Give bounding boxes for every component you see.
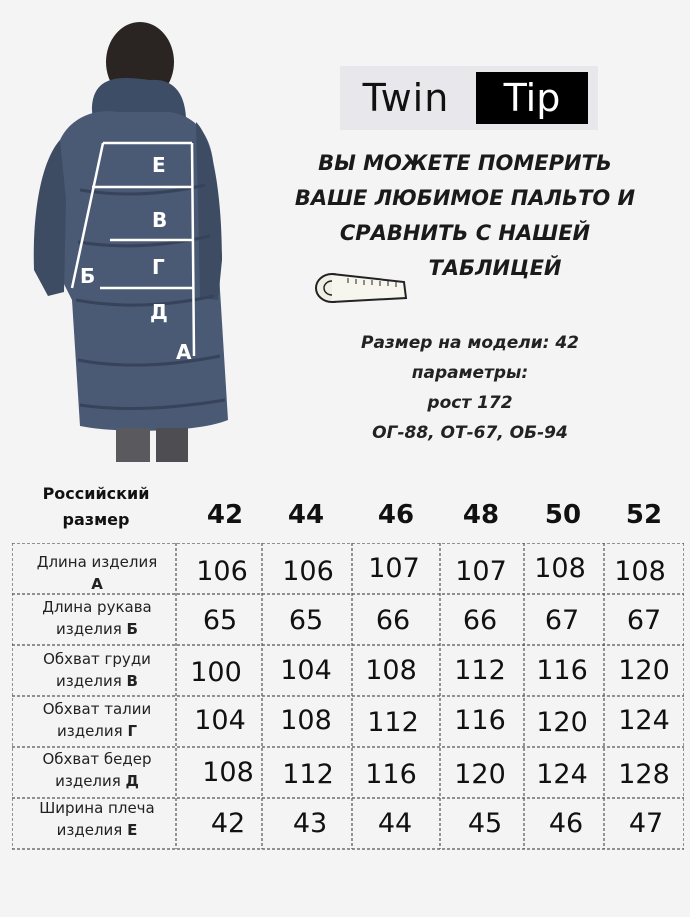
measure-label-a: А (176, 340, 192, 364)
measure-label-g: Г (152, 255, 165, 279)
table-cell: 112 (454, 655, 506, 686)
table-cell: 46 (548, 808, 584, 839)
table-cell: 67 (626, 605, 662, 636)
size-col-44: 44 (287, 500, 325, 530)
logo-twin-text: Twin (362, 76, 450, 120)
table-cell: 100 (190, 657, 242, 688)
table-cell: 42 (210, 808, 246, 839)
row-letter-line (22, 573, 172, 595)
measure-label-e: Е (152, 153, 166, 177)
measure-label-b: Б (80, 264, 96, 288)
table-cell: 108 (614, 556, 666, 587)
table-cell: 128 (618, 759, 670, 790)
table-cell: 120 (536, 707, 588, 738)
table-cell: 104 (280, 655, 332, 686)
table-cell: 106 (282, 556, 334, 587)
headline (270, 146, 660, 286)
table-cell: 108 (280, 705, 332, 736)
table-cell: 116 (365, 759, 417, 790)
row-letter-prefix: изделия (56, 722, 128, 740)
coat-photo (0, 0, 300, 462)
row-label-sleeve (22, 596, 172, 640)
row-letter: Д (125, 772, 139, 790)
table-cell: 107 (455, 556, 507, 587)
size-col-50: 50 (544, 500, 582, 530)
table-cell: 108 (365, 655, 417, 686)
table-cell: 66 (375, 605, 411, 636)
row-letter-prefix: изделия (55, 772, 126, 790)
row-letter: Б (126, 620, 138, 638)
row-letter: В (126, 672, 138, 690)
table-cell: 45 (467, 808, 503, 839)
table-cell: 112 (282, 759, 334, 790)
row-name: Длина изделия (36, 553, 158, 571)
table-cell: 66 (462, 605, 498, 636)
row-letter: А (91, 575, 103, 593)
table-cell: 65 (288, 605, 324, 636)
table-cell: 120 (618, 655, 670, 686)
row-label-shoulder (22, 797, 172, 841)
row-label-chest (22, 648, 172, 692)
measure-label-d: Д (150, 300, 168, 324)
headline-line-4: ТАБЛИЦЕЙ (428, 256, 562, 280)
row-letter-line (22, 720, 172, 742)
table-cell: 108 (534, 553, 586, 584)
brand-logo (340, 66, 598, 130)
table-cell: 44 (377, 808, 413, 839)
row-letter: Е (127, 821, 138, 839)
model-height: рост 172 (427, 393, 513, 413)
row-letter-line (22, 819, 172, 841)
table-cell: 65 (202, 605, 238, 636)
table-cell: 104 (194, 705, 246, 736)
row-name: Обхват бедер (42, 750, 152, 768)
table-cell: 124 (536, 759, 588, 790)
headline-line-3: СРАВНИТЬ С НАШЕЙ (339, 221, 591, 245)
model-params-label: параметры: (411, 363, 529, 383)
row-letter-line (22, 770, 172, 792)
size-header (26, 481, 166, 533)
row-letter-prefix: изделия (56, 821, 128, 839)
row-letter-prefix: изделия (56, 620, 127, 638)
size-col-52: 52 (625, 500, 663, 530)
headline-line-2: ВАШЕ ЛЮБИМОЕ ПАЛЬТО И (294, 186, 636, 210)
table-cell: 107 (368, 553, 420, 584)
size-col-48: 48 (462, 500, 500, 530)
row-letter-line (22, 670, 172, 692)
size-col-46: 46 (377, 500, 415, 530)
size-col-42: 42 (206, 500, 244, 530)
measuring-tape-icon (308, 268, 412, 308)
table-cell: 124 (618, 705, 670, 736)
size-header-line-1: Российский (42, 484, 150, 503)
model-size: Размер на модели: 42 (360, 333, 580, 353)
row-name: Длина рукава (42, 598, 152, 616)
row-letter-line (22, 618, 172, 640)
coat-illustration (0, 0, 300, 462)
logo-tip-text: Tip (476, 72, 588, 124)
row-name: Обхват талии (42, 700, 152, 718)
row-name: Обхват груди (43, 650, 151, 668)
row-label-length (22, 551, 172, 595)
model-info (330, 328, 610, 448)
table-cell: 43 (292, 808, 328, 839)
measure-label-v: В (152, 208, 168, 232)
table-cell: 106 (196, 556, 248, 587)
table-cell: 67 (544, 605, 580, 636)
table-cell: 116 (536, 655, 588, 686)
row-letter-prefix: изделия (56, 672, 127, 690)
table-cell: 47 (628, 808, 664, 839)
model-measurements: ОГ-88, ОТ-67, ОБ-94 (372, 423, 568, 443)
table-cell: 116 (454, 705, 506, 736)
row-label-waist (22, 698, 172, 742)
row-label-hips (22, 748, 172, 792)
table-cell: 108 (202, 757, 254, 788)
table-cell: 112 (367, 707, 419, 738)
row-name: Ширина плеча (39, 799, 155, 817)
headline-line-1: ВЫ МОЖЕТЕ ПОМЕРИТЬ (318, 151, 612, 175)
row-letter: Г (127, 722, 137, 740)
size-header-line-2: размер (62, 510, 130, 529)
table-cell: 120 (454, 759, 506, 790)
